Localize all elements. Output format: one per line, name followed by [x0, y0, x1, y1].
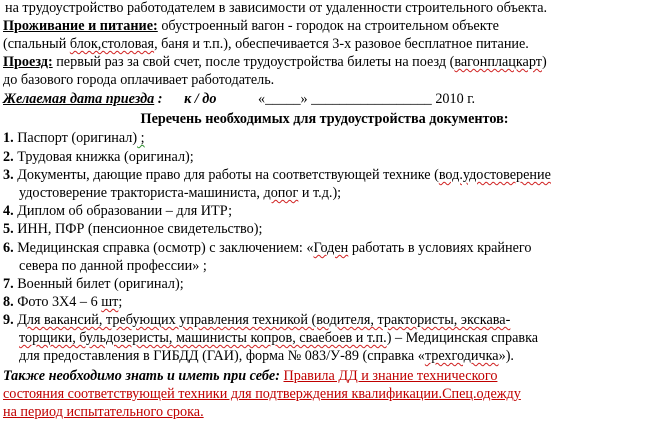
housing-line-1: Проживание и питание: обустроенный вагон - городок на строительном объекте: [3, 18, 499, 34]
list-item: 4. Диплом об образовании – для ИТР;: [3, 203, 233, 219]
also-line-3: на период испытательного срока.: [3, 404, 204, 420]
list-item-continuation: торщики, бульдозеристы, машинисты копров, сваебоев и т.п.) – Медицинская справка: [19, 330, 539, 346]
travel-label: Проезд:: [3, 54, 53, 70]
list-item: 5. ИНН, ПФР (пенсионное свидетельство);: [3, 221, 263, 237]
list-item: 6. Медицинская справка (осмотр) с заключением: «Годен работать в условиях крайнего: [3, 240, 532, 256]
list-item: 9. Для вакансий, требующих управления техникой (водителя, трактористы, экскава-: [3, 312, 511, 328]
list-item: 3. Документы, дающие право для работы на соответствующей технике (вод.удостоверение: [3, 167, 551, 183]
also-red-text: Правила ДД и знание технического: [283, 368, 498, 384]
arrival-label: Желаемая дата приезда: [3, 91, 155, 107]
also-label: Также необходимо знать и иметь при себе:: [3, 368, 280, 384]
travel-line-1: Проезд: первый раз за свой счет, после трудоустройства билеты на поезд (вагонплацкарт): [3, 54, 547, 70]
list-item-continuation: севера по данной профессии» ;: [19, 258, 207, 274]
list-item: 2. Трудовая книжка (оригинал);: [3, 149, 194, 165]
travel-line-2: до базового города оплачивает работодатель.: [3, 72, 275, 88]
list-item: 8. Фото 3Х4 – 6 шт;: [3, 294, 123, 310]
list-item: 1. Паспорт (оригинал) ;: [3, 130, 145, 146]
arrival-from-to: к / до: [184, 91, 217, 107]
docs-title: Перечень необходимых для трудоустройства документов:: [140, 111, 509, 127]
also-line-2: состояния соответствующей техники для подтверждения квалификации.Спец.одежду: [3, 386, 521, 402]
list-item-continuation: для предоставления в ГИБДД (ГАИ), форма № 083/У-89 (справка «трехгодичка»).: [19, 348, 514, 364]
housing-label: Проживание и питание:: [3, 18, 158, 34]
intro-line: на трудоустройство работодателем в зависимости от удаленности строительного объекта.: [5, 0, 548, 16]
arrival-line: Желаемая дата приезда : к / до «_____» _________________ 2010 г.: [3, 91, 475, 107]
list-item: 7. Военный билет (оригинал);: [3, 276, 184, 292]
list-item-continuation: удостоверение тракториста-машиниста, допог и т.д.);: [19, 185, 342, 201]
housing-line-2: (спальный блок,столовая, баня и т.п.), обеспечивается 3-х разовое бесплатное питание.: [3, 36, 529, 52]
also-line-1: [3, 368, 497, 386]
